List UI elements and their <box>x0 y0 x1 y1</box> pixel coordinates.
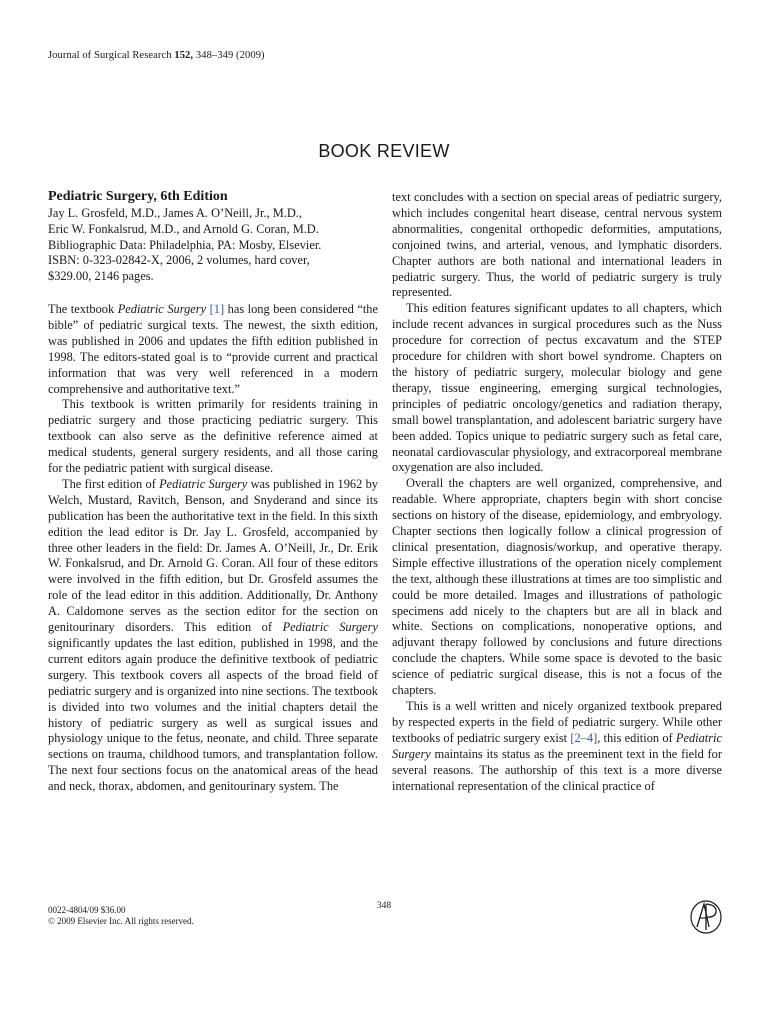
reference-link-1[interactable]: [1] <box>209 301 225 316</box>
book-title-italic: Pediatric Surgery <box>282 620 378 635</box>
book-bibliographic-data: Bibliographic Data: Philadelphia, PA: Mosby, Elsevier. <box>48 237 322 252</box>
paragraph-2: This textbook is written primarily for residents training in pediatric surgery and those practicing pediatric surgery. This textbook can also serve as the definitive reference aimed at medical students, general surgery residents, and all those caring for the pediatric patient with surgical disease. <box>48 397 378 476</box>
reference-link-2-4[interactable]: [2–4] <box>570 730 598 745</box>
paragraph-6: This is a well written and nicely organized textbook prepared by respected experts in the field of pediatric surgery. While other textbooks of pediatric surgery exist [2–4], this edition of Pediatric Surgery maintains its status as the preeminent text in the field for several reasons. The authorship of this text is a more diverse international representation of the clinical practice of <box>392 699 722 793</box>
journal-citation <box>48 50 265 61</box>
paragraph-4: This edition features significant updates to all chapters, which include recent advances in surgical procedures such as the Nuss procedure for correction of pectus excavatum and the STEP procedure for children with short bowel syndrome. Chapters on the history of pediatric surgery, molecular biology and gene therapy, tissue engineering, emerging surgical technologies, principles of pediatric oncology/genetics and radiation therapy, small bowel transplantation, and adolescent bariatric surgery have been added. Topics unique to pediatric surgery such as fetal care, neonatal cardiovascular physiology, and extracorporeal membrane oxygenation are also included. <box>392 301 722 475</box>
journal-pages-year: 348–349 (2009) <box>195 50 265 61</box>
paragraph-3-continued: text concludes with a section on special areas of pediatric surgery, which includes congenital heart disease, central nervous system abnormalities, congenital orthopedic deformities, amputations, conjoined twins, and arterial, venous, and lymphatic disorders. Chapter authors are both national and international leaders in pediatric surgery. Thus, the world of pediatric surgery is truly represented. <box>392 190 722 300</box>
article-code: 0022-4804/09 $36.00 <box>48 905 126 915</box>
book-authors-line-1: Jay L. Grosfeld, M.D., James A. O’Neill, Jr., M.D., <box>48 206 302 220</box>
ap-monogram-icon <box>688 896 724 936</box>
section-title: BOOK REVIEW <box>318 141 450 161</box>
paragraph-3: The first edition of Pediatric Surgery was published in 1962 by Welch, Mustard, Ravitch, Benson, and Snyderand and since its publication has been the authoritative text in the field. In this sixth edition the lead editor is Dr. Jay L. Grosfeld, accompanied by three other leaders in the field: Dr. James A. O’Neill, Jr., Dr. Erik W. Fonkalsrud, and Dr. Arnold G. Coran. All four of these editors were involved in the fifth edition, but Dr. Grosfeld assumes the role of the lead editor in this addition. Additionally, Dr. Anthony A. Caldomone serves as the section editor for the section on genitourinary disorders. This edition of Pediatric Surgery significantly updates the last edition, published in 1998, and the current editors again produce the definitive textbook of pediatric surgery. This textbook covers all aspects of the broad field of pediatric surgery and is organized into nine sections. The textbook is divided into two volumes and the initial chapters detail the history of pediatric surgery as well as surgical issues and physiology unique to the fetus, neonate, and child. Three separate sections on trauma, childhood tumors, and transplantation follow. The next four sections focus on the anatomical areas of the head and neck, thorax, abdomen, and genitourinary system. The <box>48 476 378 794</box>
book-price-pages: $329.00, 2146 pages. <box>48 269 154 284</box>
book-title-italic: Pediatric Surgery <box>392 730 722 761</box>
book-isbn: ISBN: 0-323-02842-X, 2006, 2 volumes, hard cover, <box>48 253 310 268</box>
paragraph-1: The textbook Pediatric Surgery [1] has long been considered “the bible” of pediatric surgical texts. The newest, the sixth edition, was published in 2006 and updates the fifth edition published in 1998. The editors-stated goal is to “provide current and practical information that was very well referenced in a modern comprehensive and authoritative text.” <box>48 301 378 396</box>
journal-volume: 152, <box>174 50 194 61</box>
book-title: Pediatric Surgery, 6th Edition <box>48 189 228 204</box>
copyright-notice: © 2009 Elsevier Inc. All rights reserved. <box>48 916 194 926</box>
paragraph-5: Overall the chapters are well organized, comprehensive, and readable. Where appropriate, chapters begin with short concise sections on history of the disease, epidemiology, and embryology. Chapter sections then logically follow a clinical progression of clinical presentation, diagnosis/workup, and operative therapy. Simple effective illustrations of the operation nicely complement the text, although these illustrations at times are too simplistic and could be more detailed. Images and illustrations of pathologic specimens add nicely to the chapters but are all in black and white. Sections on complications, nonoperative options, and adjuvant therapy followed by conclusions and future directions conclude the chapters. While some space is devoted to the basic science of pediatric surgical disease, this is not a focus of the chapters. <box>392 476 722 698</box>
book-title-italic: Pediatric Surgery <box>159 476 248 491</box>
right-column <box>392 190 722 794</box>
book-title-italic: Pediatric Surgery <box>117 301 207 316</box>
journal-name: Journal of Surgical Research <box>48 50 172 61</box>
book-metadata <box>48 206 378 285</box>
book-authors-line-2: Eric W. Fonkalsrud, M.D., and Arnold G. Coran, M.D. <box>48 221 319 236</box>
page-number: 348 <box>376 901 392 911</box>
left-column <box>48 188 378 795</box>
